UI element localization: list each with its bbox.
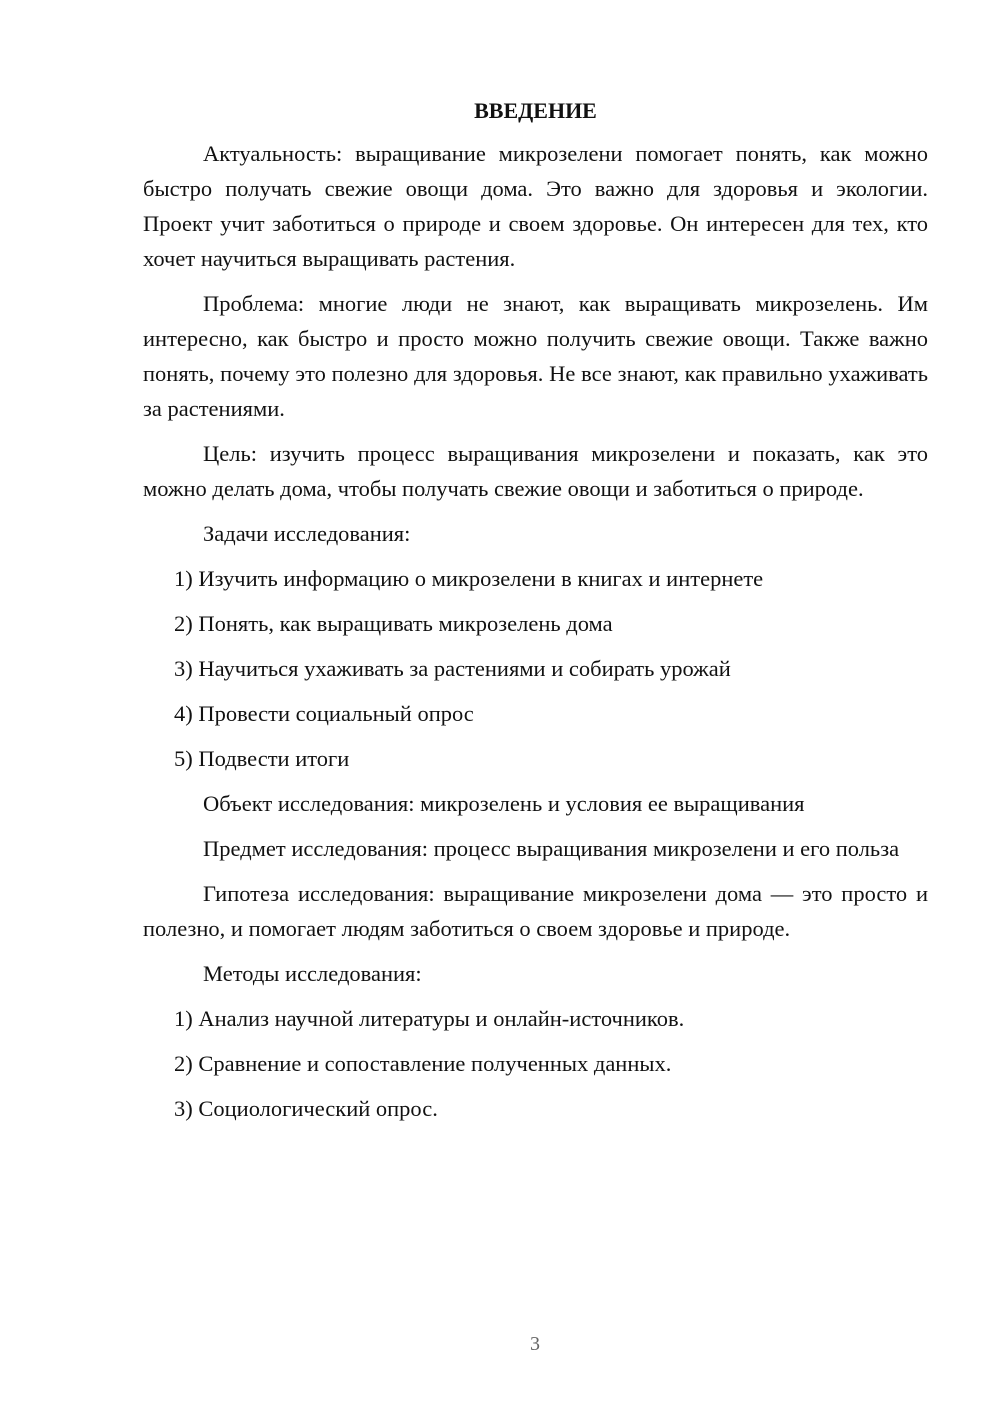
hypothesis-paragraph: Гипотеза исследования: выращивание микрозелени дома — это просто и полезно, и помогает людям заботиться о своем здоровье и природе. [143,881,928,941]
list-item: 1) Изучить информацию о микрозелени в книгах и интернете [174,566,764,591]
page-title: ВВЕДЕНИЕ [474,98,597,123]
problem-paragraph: Проблема: многие люди не знают, как выращивать микрозелень. Им интересно, как быстро и просто можно получить свежие овощи. Также важно понять, почему это полезно для здоровья. Не все знают, как правильно ухаживать за растениями. [143,291,928,421]
list-item: 4) Провести социальный опрос [174,701,474,726]
list-item: 2) Сравнение и сопоставление полученных данных. [174,1051,672,1076]
goal-paragraph: Цель: изучить процесс выращивания микрозелени и показать, как это можно делать дома, чтобы получать свежие овощи и заботиться о природе. [143,441,928,501]
list-item: 3) Социологический опрос. [174,1096,438,1121]
tasks-list [143,561,928,776]
list-item: 5) Подвести итоги [174,746,350,771]
subject-paragraph: Предмет исследования: процесс выращивания микрозелени и его польза [203,836,900,861]
methods-heading: Методы исследования: [203,961,422,986]
page-number: 3 [530,1333,540,1355]
methods-list [143,1001,928,1126]
relevance-paragraph: Актуальность: выращивание микрозелени помогает понять, как можно быстро получать свежие овощи дома. Это важно для здоровья и экологии. Проект учит заботиться о природе и своем здоровье. Он интересен для тех, кто хочет научиться выращивать растения. [143,141,928,271]
list-item: 2) Понять, как выращивать микрозелень дома [174,611,613,636]
object-paragraph: Объект исследования: микрозелень и условия ее выращивания [203,791,805,816]
list-item: 3) Научиться ухаживать за растениями и собирать урожай [174,656,731,681]
document-page [143,96,928,1136]
list-item: 1) Анализ научной литературы и онлайн-источников. [174,1006,685,1031]
tasks-heading: Задачи исследования: [203,521,411,546]
